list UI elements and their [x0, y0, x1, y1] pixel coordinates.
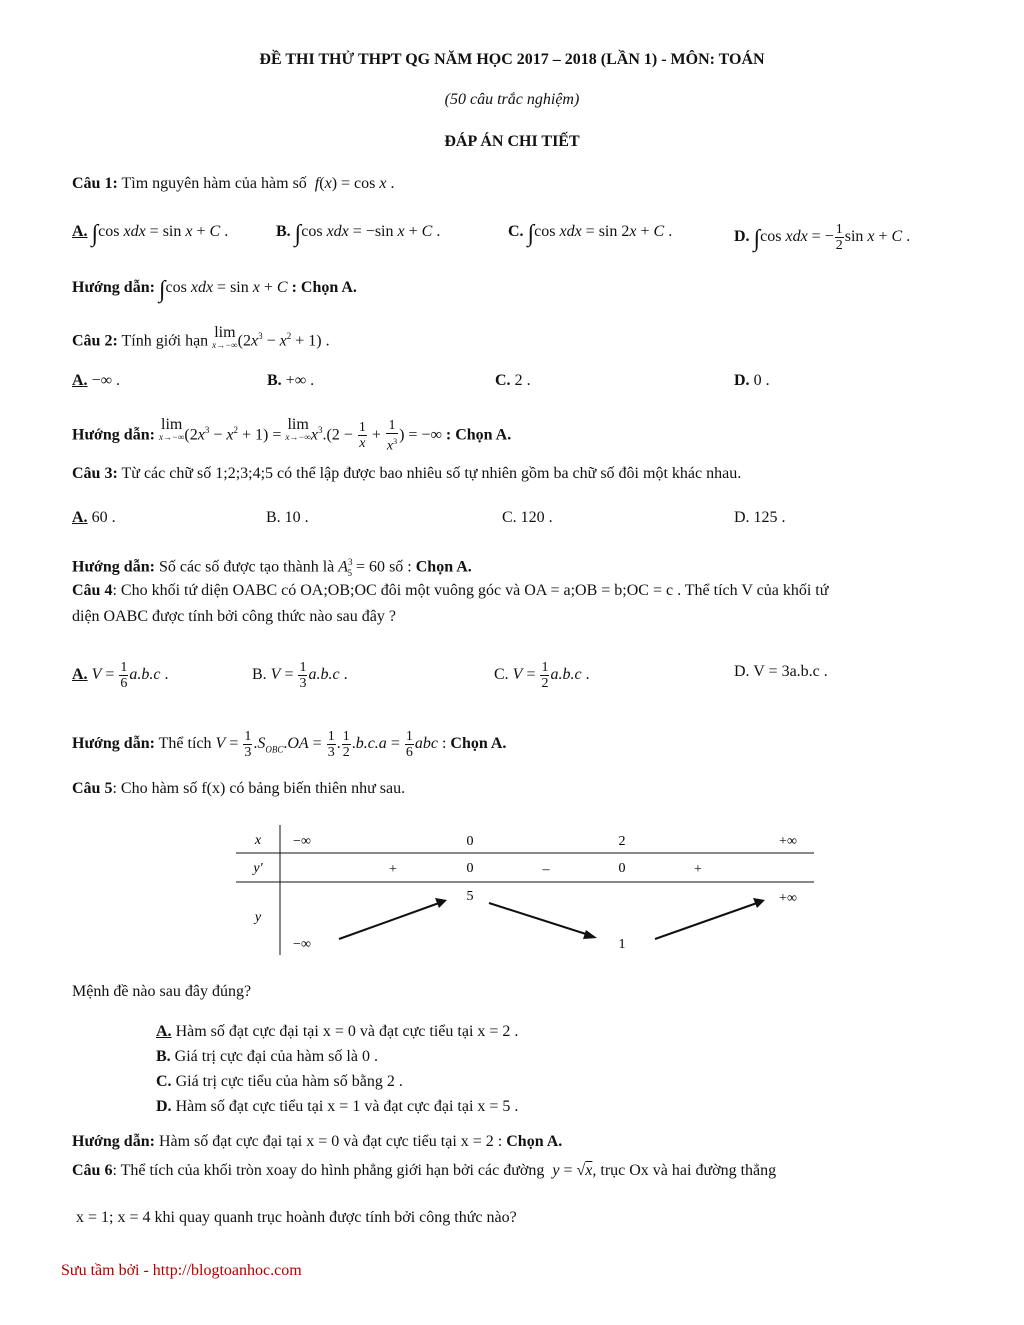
q3-option-c: C. 120 .	[502, 509, 553, 526]
q5-d-key: D.	[156, 1098, 172, 1115]
q3-guide-label: Hướng dẫn:	[72, 558, 155, 576]
q1-option-a: A. ∫cos xdx = sin x + C .	[72, 221, 229, 247]
q5-stem	[72, 779, 405, 799]
q1-a-key: A.	[72, 223, 88, 240]
q1-option-d: D. ∫cos xdx = − $\frac{1}{2}$ sin x + C .	[734, 222, 911, 253]
x-value: −∞	[293, 834, 311, 849]
y-value-min: 1	[618, 937, 626, 952]
q4-option-b: B. V = $\frac{1}{3}$ a.b.c .	[252, 660, 348, 691]
q4-option-a: A. V = $\frac{1}{6}$ a.b.c .	[72, 660, 169, 691]
row-label-x: x	[254, 833, 262, 848]
row-label-y: y	[254, 910, 262, 925]
q1-guide-label: Hướng dẫn:	[72, 279, 155, 296]
q2-text: Tính giới hạn	[121, 332, 209, 350]
q2-b-key: B.	[267, 372, 282, 389]
footer-source: Sưu tầm bởi - http://blogtoanhoc.com	[61, 1262, 302, 1279]
yprime-zero: 0	[466, 861, 474, 876]
q5-guide-text: Hàm số đạt cực đại tại x = 0 và đạt cực tiểu tại x = 2 :	[158, 1133, 503, 1150]
q1-text: Tìm nguyên hàm của hàm số	[121, 175, 307, 192]
q3-text: Từ các chữ số 1;2;3;4;5 có thể lập được bao nhiêu số tự nhiên gồm ba chữ số đôi một khác nhau.	[121, 465, 742, 482]
q2-d-key: D.	[734, 372, 750, 389]
yprime-sign: –	[542, 862, 550, 877]
q2-guide-answer: : Chọn A.	[445, 426, 512, 444]
q4-guide-answer: Chọn A.	[450, 735, 507, 753]
q4-stem-line2: diện OABC được tính bởi công thức nào sau đây ?	[72, 608, 396, 625]
q4-guide: Hướng dẫn: Thể tích V = $\frac{1}{3}$ $.S_{OBC}.OA$ = $\frac{1}{3}$ . $\frac{1}{2}$ .b.c.a = $\frac{1}{6}$ abc : Chọn A.	[72, 729, 507, 760]
q6-label: Câu 6	[72, 1162, 113, 1179]
q3-option-d: D. 125 .	[734, 509, 786, 526]
q2-label: Câu 2:	[72, 332, 118, 350]
q3-guide-answer: Chọn A.	[415, 558, 472, 576]
q1-b-key: B.	[276, 223, 291, 240]
q1-guide-answer: : Chọn A.	[291, 279, 357, 296]
q5-question: Mệnh đề nào sau đây đúng?	[72, 983, 252, 1000]
q5-d-text: Hàm số đạt cực tiểu tại x = 1 và đạt cực đại tại x = 5 .	[175, 1098, 519, 1115]
variation-table	[236, 825, 816, 957]
q3-a-key: A.	[72, 509, 88, 526]
increase-arrow	[339, 903, 439, 939]
q6-text1b: , trục Ox và hai đường thẳng	[592, 1162, 777, 1179]
q4-guide-label: Hướng dẫn:	[72, 735, 155, 753]
q5-option-b	[156, 1047, 378, 1067]
q2-b-value: +∞ .	[285, 372, 315, 389]
q5-guide-label: Hướng dẫn:	[72, 1133, 155, 1150]
yprime-sign: +	[389, 862, 397, 877]
increase-arrow	[655, 903, 757, 939]
q3-guide-tail: số :	[389, 558, 412, 576]
q5-option-a	[156, 1022, 518, 1042]
y-value-max: 5	[466, 889, 474, 904]
q4-c-key: C.	[494, 666, 509, 684]
q4-label: Câu 4	[72, 582, 113, 599]
q3-a-value: 60 .	[91, 509, 116, 526]
q5-a-text: Hàm số đạt cực đại tại x = 0 và đạt cực tiểu tại x = 2 .	[175, 1023, 519, 1040]
q5-option-d	[156, 1097, 518, 1117]
q2-stem: Câu 2: Tính giới hạn lim x→−∞ $(2x^3 - x^2 + 1)$ .	[72, 324, 330, 350]
q2-c-key: C.	[495, 372, 511, 389]
y-value-left: −∞	[293, 937, 311, 952]
yprime-sign: +	[694, 862, 702, 877]
q2-option-d	[734, 371, 770, 391]
q1-option-c: C. ∫cos xdx = sin 2x + C .	[508, 221, 673, 247]
q4-option-c: C. V = $\frac{1}{2}$ a.b.c .	[494, 660, 590, 691]
q2-option-b	[267, 371, 314, 391]
q1-d-key: D.	[734, 228, 750, 246]
q4-guide-text: Thể tích	[158, 735, 212, 753]
x-value: 0	[466, 834, 474, 849]
document-subtitle: (50 câu trắc nghiệm)	[444, 91, 580, 108]
q3-guide-text: Số các số được tạo thành là	[158, 558, 335, 576]
q5-c-key: C.	[156, 1073, 172, 1090]
q1-c-key: C.	[508, 223, 524, 240]
q6-stem-line2: x = 1; x = 4 khi quay quanh trục hoành được tính bởi công thức nào?	[76, 1209, 517, 1226]
q2-c-value: 2 .	[514, 372, 531, 389]
q2-option-a	[72, 371, 120, 391]
q5-b-key: B.	[156, 1048, 171, 1065]
q5-b-text: Giá trị cực đại của hàm số là 0 .	[174, 1048, 378, 1065]
q1-label: Câu 1:	[72, 175, 118, 192]
q3-guide: Hướng dẫn: Số các số được tạo thành là $A^3_5 = 60$ số : Chọn A.	[72, 557, 472, 578]
q1-guide: Hướng dẫn: ∫cos xdx = sin x + C : Chọn A.	[72, 277, 357, 303]
q5-guide-answer: Chọn A.	[506, 1133, 563, 1150]
q4-stem-line1	[72, 581, 828, 601]
q4-option-d	[734, 662, 828, 682]
q5-label: Câu 5	[72, 780, 113, 797]
q6-text1: : Thể tích của khối tròn xoay do hình phẳng giới hạn bởi các đường	[112, 1162, 545, 1179]
q3-option-b: B. 10 .	[266, 509, 309, 526]
q6-stem-line1: Câu 6: Thể tích của khối tròn xoay do hình phẳng giới hạn bởi các đường y = √x, trục Ox và hai đường thẳng	[72, 1162, 777, 1179]
q5-c-text: Giá trị cực tiểu của hàm số bằng 2 .	[175, 1073, 403, 1090]
y-value-right: +∞	[779, 891, 797, 906]
q4-d-key: D.	[734, 663, 750, 680]
q3-stem	[72, 464, 741, 484]
q4-a-key: A.	[72, 666, 88, 684]
q4-b-key: B.	[252, 666, 267, 684]
q5-a-key: A.	[156, 1023, 172, 1040]
q4-text1: : Cho khối tứ diện OABC có OA;OB;OC đôi một vuông góc và OA = a;OB = b;OC = c . Thể tích V của khối tứ	[112, 582, 829, 599]
q2-guide-label: Hướng dẫn:	[72, 426, 155, 444]
x-value: +∞	[779, 834, 797, 849]
q2-d-value: 0 .	[753, 372, 770, 389]
section-title: ĐÁP ÁN CHI TIẾT	[444, 133, 580, 150]
q5-text: : Cho hàm số f(x) có bảng biến thiên như sau.	[112, 780, 406, 797]
q1-option-b: B. ∫cos xdx = −sin x + C .	[276, 221, 441, 247]
q2-a-key: A.	[72, 372, 88, 389]
row-label-yprime: y′	[253, 861, 263, 876]
q3-option-a	[72, 508, 116, 528]
decrease-arrow	[489, 903, 589, 935]
x-value: 2	[618, 834, 626, 849]
document-title: ĐỀ THI THỬ THPT QG NĂM HỌC 2017 – 2018 (LẦN 1) - MÔN: TOÁN	[259, 51, 765, 68]
yprime-zero: 0	[618, 861, 626, 876]
q2-a-value: −∞ .	[91, 372, 120, 389]
q2-guide: Hướng dẫn: lim x→−∞ $(2x^3 - x^2 + 1) = \lim$ x→−∞ $x^3.(2$ − $\frac{1}{x}$ + $\frac{1}{x^3}$ ) = −∞ : Chọn A.	[72, 416, 512, 454]
q5-option-c	[156, 1072, 403, 1092]
q3-label: Câu 3:	[72, 465, 118, 482]
q4-d-value: V = 3a.b.c .	[753, 663, 828, 680]
q1-stem: Câu 1: Tìm nguyên hàm của hàm số f(x) = cos x .	[72, 175, 395, 192]
q2-option-c	[495, 371, 531, 391]
q5-guide	[72, 1132, 562, 1152]
